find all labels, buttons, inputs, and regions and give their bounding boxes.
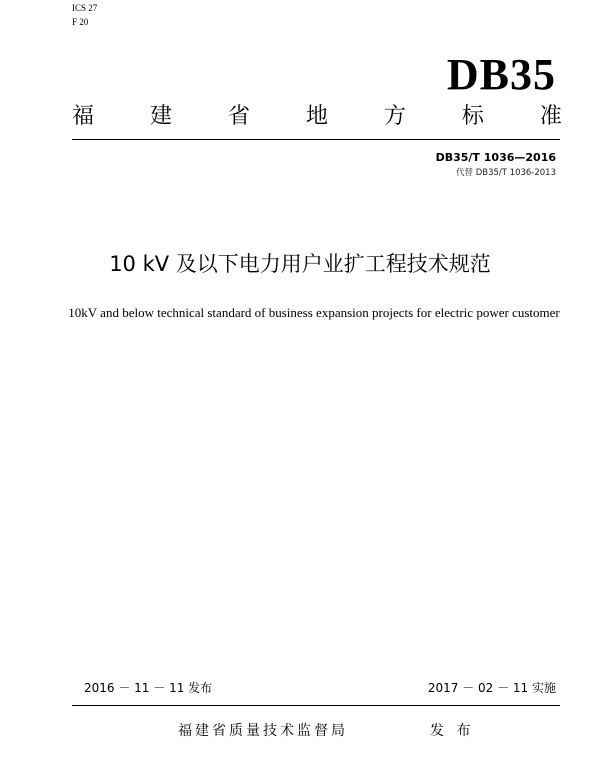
standard-type-char: 准 [539,104,562,129]
ccs-code: F 20 [72,17,89,27]
standard-type-char: 方 [383,104,406,129]
ics-code: ICS 27 [72,3,98,13]
standard-type-char: 省 [227,104,250,129]
standard-type-char: 福 [72,104,95,129]
title-english: 10kV and below technical standard of business expansion projects for electric power customer [68,305,560,320]
standard-type-heading [72,104,562,130]
implementation-date: 2017 － 02 － 11 实施 [427,681,556,695]
title-chinese: 10 kV 及以下电力用户业扩工程技术规范 [109,252,491,276]
standard-number: DB35/T 1036—2016 [435,151,556,164]
standard-type-char: 建 [149,104,172,129]
standard-code-logo: DB35 [446,50,556,99]
publish-label: 发 布 [430,723,475,739]
issue-date: 2016 － 11 － 11 发布 [84,681,213,695]
standard-type-char: 地 [305,104,328,129]
footer-divider [72,705,560,706]
replaces-standard: 代替 DB35/T 1036-2013 [456,168,556,178]
issuing-authority: 福建省质量技术监督局 [178,723,348,739]
standard-type-char: 标 [461,104,484,129]
header-divider [72,139,560,140]
